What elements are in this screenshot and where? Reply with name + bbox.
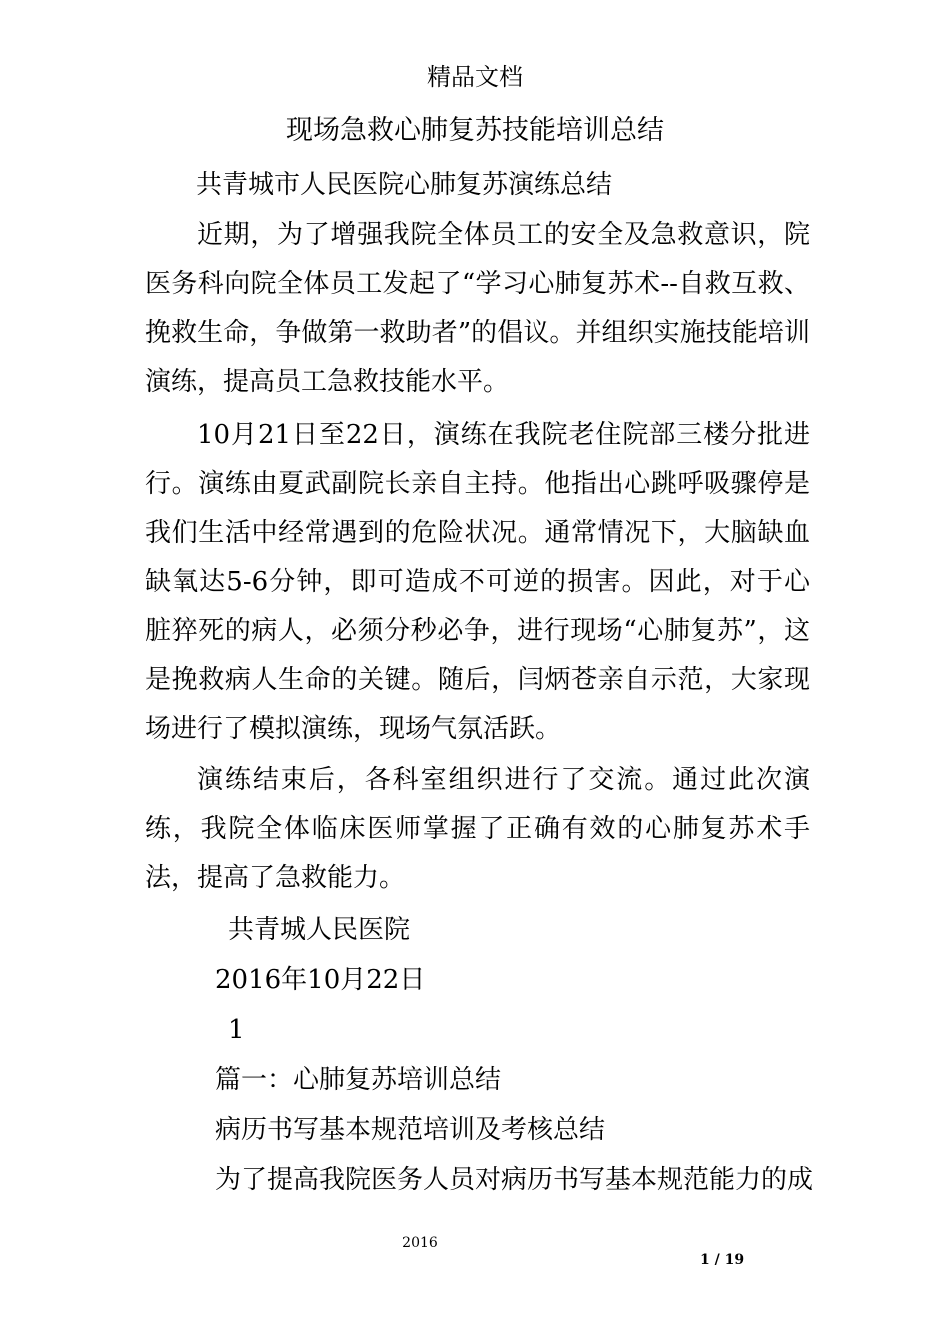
footer-page-indicator: 1 / 19 bbox=[700, 1252, 745, 1268]
document-title: 现场急救心肺复苏技能培训总结 bbox=[286, 115, 664, 146]
inline-page-number: 1 bbox=[228, 1015, 245, 1045]
paragraph-intro: 近期，为了增强我院全体员工的安全及急救意识，院医务科向院全体员工发起了“学习心肺复苏术--自救互救、挽救生命，争做第一救助者”的倡议。并组织实施技能培训演练，提高员工急救技能水平。 bbox=[145, 220, 810, 397]
paragraph-drill: 10月21日至22日，演练在我院老住院部三楼分批进行。演练由夏武副院长亲自主持。他指出心跳呼吸骤停是我们生活中经常遇到的危险状况。通常情况下，大脑缺血缺氧达5-6分钟，即可造成不可逆的损害。因此，对于心脏猝死的病人，必须分秒必争，进行现场“心肺复苏”，这是挽救病人生命的关键。随后，闫炳苍亲自示范，大家现场进行了模拟演练，现场气氛活跃。 bbox=[145, 420, 810, 744]
document-date: 2016年10月22日 bbox=[215, 965, 426, 995]
signature: 共青城人民医院 bbox=[228, 915, 411, 945]
paragraph-conclusion: 演练结束后，各科室组织进行了交流。通过此次演练，我院全体临床医师掌握了正确有效的心肺复苏术手法，提高了急救能力。 bbox=[145, 765, 810, 893]
document-subtitle: 共青城市人民医院心肺复苏演练总结 bbox=[196, 170, 613, 200]
footer-year: 2016 bbox=[402, 1235, 438, 1251]
section-heading: 篇一：心肺复苏培训总结 bbox=[215, 1065, 502, 1095]
section-first-line: 为了提高我院医务人员对病历书写基本规范能力的成 bbox=[215, 1165, 814, 1195]
page-header-label: 精品文档 bbox=[427, 63, 523, 91]
section-subtitle: 病历书写基本规范培训及考核总结 bbox=[215, 1115, 606, 1145]
